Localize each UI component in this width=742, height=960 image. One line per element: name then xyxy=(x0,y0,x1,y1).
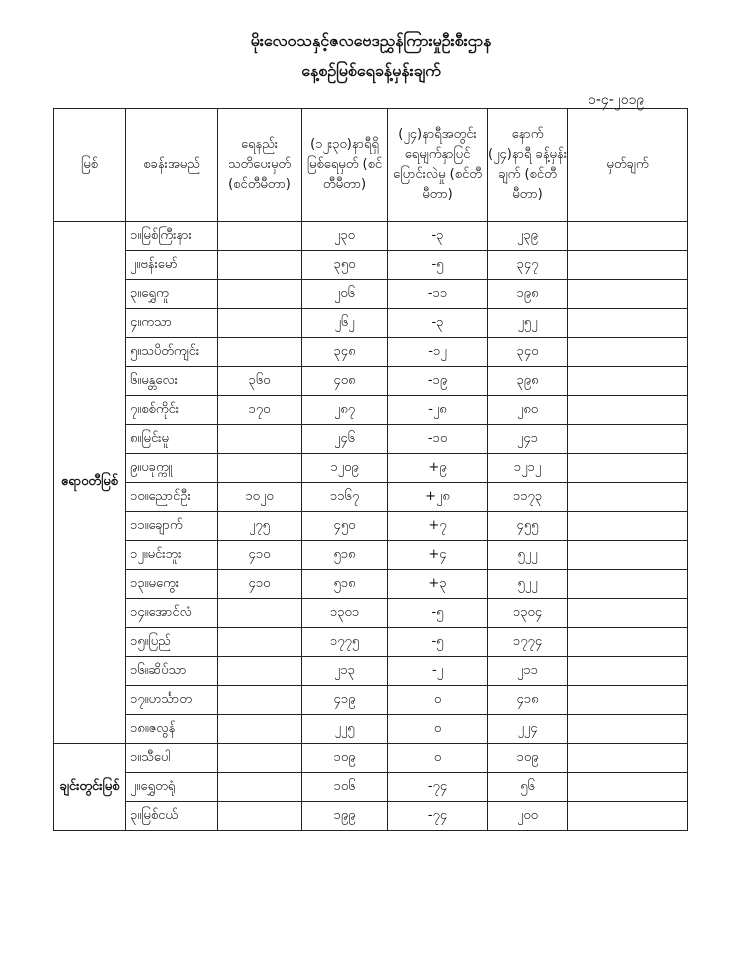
remark-cell xyxy=(568,396,688,425)
remark-cell xyxy=(568,802,688,831)
table-row xyxy=(54,686,688,715)
forecast-cell: ၁၂၁၂ xyxy=(488,454,568,483)
report-subtitle: နေ့စဉ်မြစ်ရေခန့်မှန်းချက် xyxy=(301,61,441,80)
change-cell: -၁၁ xyxy=(388,280,488,309)
remark-cell xyxy=(568,773,688,802)
table-header-row xyxy=(54,109,688,222)
water-level-cell: ၂၆၂ xyxy=(302,309,388,338)
station-cell: ၁၂။မင်းဘူး xyxy=(126,541,218,570)
remark-cell xyxy=(568,657,688,686)
warning-level-cell xyxy=(218,251,302,280)
water-level-cell: ၁၂၀၉ xyxy=(302,454,388,483)
report-date: ၁-၄-၂၀၁၉ xyxy=(588,92,645,108)
warning-level-cell xyxy=(218,599,302,628)
forecast-cell: ၁၇၇၄ xyxy=(488,628,568,657)
warning-level-cell: ၄၁၀ xyxy=(218,570,302,599)
table-row xyxy=(54,744,688,773)
table-row xyxy=(54,251,688,280)
station-cell: ၁၁။ချောက် xyxy=(126,512,218,541)
remark-cell xyxy=(568,454,688,483)
warning-level-cell xyxy=(218,715,302,744)
table-row xyxy=(54,280,688,309)
change-cell: +၉ xyxy=(388,454,488,483)
change-cell: -၂၈ xyxy=(388,396,488,425)
forecast-cell: ၄၁၈ xyxy=(488,686,568,715)
river-name-cell: ဧရာဝတီမြစ် xyxy=(54,222,126,744)
water-level-cell: ၂၈၇ xyxy=(302,396,388,425)
report-title: မိုးလေဝသနှင့်ဇလဗေဒညွှန်ကြားမှုဦးစီးဌာန xyxy=(250,31,492,50)
table-row xyxy=(54,367,688,396)
water-level-cell: ၃၅၀ xyxy=(302,251,388,280)
station-cell: ၁၆။ဆိပ်သာ xyxy=(126,657,218,686)
water-level-cell: ၃၄၈ xyxy=(302,338,388,367)
table-row xyxy=(54,222,688,251)
change-cell: -၇၄ xyxy=(388,802,488,831)
change-cell: -၁၂ xyxy=(388,338,488,367)
forecast-cell: ၂၄၁ xyxy=(488,425,568,454)
table-row xyxy=(54,309,688,338)
col-header-remark: မှတ်ချက် xyxy=(568,109,688,222)
table-row xyxy=(54,773,688,802)
table-row xyxy=(54,425,688,454)
water-level-cell: ၁၇၇၅ xyxy=(302,628,388,657)
change-cell: +၃ xyxy=(388,570,488,599)
table-row xyxy=(54,454,688,483)
water-level-cell: ၂၀၆ xyxy=(302,280,388,309)
forecast-cell: ၃၄၇ xyxy=(488,251,568,280)
remark-cell xyxy=(568,309,688,338)
change-cell: +၂၈ xyxy=(388,483,488,512)
table-row xyxy=(54,628,688,657)
warning-level-cell: ၁၀၂၀ xyxy=(218,483,302,512)
change-cell: -၃ xyxy=(388,309,488,338)
remark-cell xyxy=(568,280,688,309)
remark-cell xyxy=(568,338,688,367)
warning-level-cell: ၂၇၅ xyxy=(218,512,302,541)
forecast-cell: ၂၃၉ xyxy=(488,222,568,251)
station-cell: ၁၈။ဇလွန် xyxy=(126,715,218,744)
forecast-cell: ၂၅၂ xyxy=(488,309,568,338)
forecast-cell: ၁၃၀၄ xyxy=(488,599,568,628)
warning-level-cell xyxy=(218,454,302,483)
change-cell: -၁၉ xyxy=(388,367,488,396)
forecast-cell: ၁၁၇၃ xyxy=(488,483,568,512)
station-cell: ၃။မြစ်ငယ် xyxy=(126,802,218,831)
warning-level-cell xyxy=(218,280,302,309)
remark-cell xyxy=(568,367,688,396)
table-row xyxy=(54,570,688,599)
station-cell: ၈။မြင်းမူ xyxy=(126,425,218,454)
table-row xyxy=(54,483,688,512)
change-cell: -၅ xyxy=(388,251,488,280)
water-level-cell: ၂၂၅ xyxy=(302,715,388,744)
warning-level-cell: ၁၇၀ xyxy=(218,396,302,425)
forecast-cell: ၅၆ xyxy=(488,773,568,802)
station-cell: ၆။မန္တလေး xyxy=(126,367,218,396)
warning-level-cell xyxy=(218,628,302,657)
water-level-cell: ၄၅၀ xyxy=(302,512,388,541)
warning-level-cell xyxy=(218,657,302,686)
water-level-cell: ၂၁၃ xyxy=(302,657,388,686)
table-row xyxy=(54,657,688,686)
remark-cell xyxy=(568,222,688,251)
station-cell: ၂။ရွှေတရုံ xyxy=(126,773,218,802)
river-level-table xyxy=(53,108,688,831)
station-cell: ၉။ပခုက္ကူ xyxy=(126,454,218,483)
forecast-cell: ၁၉၈ xyxy=(488,280,568,309)
col-header-station: စခန်းအမည် xyxy=(126,109,218,222)
water-level-cell: ၁၁၆၇ xyxy=(302,483,388,512)
remark-cell xyxy=(568,483,688,512)
remark-cell xyxy=(568,541,688,570)
station-cell: ၁၄။အောင်လံ xyxy=(126,599,218,628)
change-cell: -၂ xyxy=(388,657,488,686)
forecast-cell: ၃၄၀ xyxy=(488,338,568,367)
change-cell: -၇၄ xyxy=(388,773,488,802)
water-level-cell: ၂၃၀ xyxy=(302,222,388,251)
station-cell: ၁၇။ဟင်္သာတ xyxy=(126,686,218,715)
table-row xyxy=(54,599,688,628)
remark-cell xyxy=(568,425,688,454)
water-level-cell: ၄၁၉ xyxy=(302,686,388,715)
table-row xyxy=(54,715,688,744)
forecast-cell: ၂၂၄ xyxy=(488,715,568,744)
col-header-river: မြစ် xyxy=(54,109,126,222)
change-cell: -၅ xyxy=(388,628,488,657)
station-cell: ၁။သီပေါ xyxy=(126,744,218,773)
col-header-change: (၂၄)နာရီအတွင်း ရေမျက်နှာပြင် ပြောင်းလဲမှု (စင်တီမီတာ) xyxy=(388,109,488,222)
remark-cell xyxy=(568,744,688,773)
warning-level-cell xyxy=(218,744,302,773)
station-cell: ၁။မြစ်ကြီးနား xyxy=(126,222,218,251)
station-cell: ၄။ကသာ xyxy=(126,309,218,338)
table-row xyxy=(54,802,688,831)
remark-cell xyxy=(568,512,688,541)
warning-level-cell xyxy=(218,309,302,338)
water-level-cell: ၅၁၈ xyxy=(302,570,388,599)
forecast-cell: ၂၈၀ xyxy=(488,396,568,425)
warning-level-cell xyxy=(218,686,302,715)
col-header-warning-level: ရေနည်း သတိပေးမှတ် (စင်တီမီတာ) xyxy=(218,109,302,222)
water-level-cell: ၁၀၆ xyxy=(302,773,388,802)
change-cell: -၃ xyxy=(388,222,488,251)
water-level-cell: ၁၀၉ xyxy=(302,744,388,773)
warning-level-cell xyxy=(218,338,302,367)
water-level-cell: ၁၉၉ xyxy=(302,802,388,831)
table-row xyxy=(54,338,688,367)
water-level-cell: ၅၁၈ xyxy=(302,541,388,570)
station-cell: ၇။စစ်ကိုင်း xyxy=(126,396,218,425)
station-cell: ၂။ဗန်းမော် xyxy=(126,251,218,280)
forecast-cell: ၁၀၉ xyxy=(488,744,568,773)
table-row xyxy=(54,512,688,541)
station-cell: ၃။ရွှေကူ xyxy=(126,280,218,309)
remark-cell xyxy=(568,628,688,657)
remark-cell xyxy=(568,570,688,599)
remark-cell xyxy=(568,715,688,744)
water-level-cell: ၂၄၆ xyxy=(302,425,388,454)
warning-level-cell xyxy=(218,773,302,802)
river-name-cell: ချင်းတွင်းမြစ် xyxy=(54,744,126,831)
station-cell: ၁၃။မကွေး xyxy=(126,570,218,599)
remark-cell xyxy=(568,251,688,280)
forecast-cell: ၅၂၂ xyxy=(488,570,568,599)
remark-cell xyxy=(568,686,688,715)
change-cell: +၄ xyxy=(388,541,488,570)
forecast-cell: ၅၂၂ xyxy=(488,541,568,570)
change-cell: ၀ xyxy=(388,744,488,773)
change-cell: ၀ xyxy=(388,686,488,715)
water-level-cell: ၁၃၀၁ xyxy=(302,599,388,628)
table-row xyxy=(54,396,688,425)
forecast-cell: ၂၁၁ xyxy=(488,657,568,686)
remark-cell xyxy=(568,599,688,628)
change-cell: +၇ xyxy=(388,512,488,541)
station-cell: ၁၅။ပြည် xyxy=(126,628,218,657)
station-cell: ၁၀။ညောင်ဦး xyxy=(126,483,218,512)
forecast-cell: ၃၉၈ xyxy=(488,367,568,396)
warning-level-cell: ၃၆၀ xyxy=(218,367,302,396)
col-header-forecast: နောက် (၂၄)နာရီ ခန့်မှန်းချက် (စင်တီမီတာ) xyxy=(488,109,568,222)
change-cell: -၅ xyxy=(388,599,488,628)
table-row xyxy=(54,541,688,570)
col-header-water-level: (၁၂း၃၀)နာရီရှိ မြစ်ရေမှတ် (စင်တီမီတာ) xyxy=(302,109,388,222)
change-cell: ၀ xyxy=(388,715,488,744)
warning-level-cell xyxy=(218,222,302,251)
station-cell: ၅။သပိတ်ကျင်း xyxy=(126,338,218,367)
forecast-cell: ၂၀၀ xyxy=(488,802,568,831)
warning-level-cell: ၄၁၀ xyxy=(218,541,302,570)
water-level-cell: ၄၀၈ xyxy=(302,367,388,396)
warning-level-cell xyxy=(218,802,302,831)
warning-level-cell xyxy=(218,425,302,454)
forecast-cell: ၄၅၅ xyxy=(488,512,568,541)
change-cell: -၁၀ xyxy=(388,425,488,454)
